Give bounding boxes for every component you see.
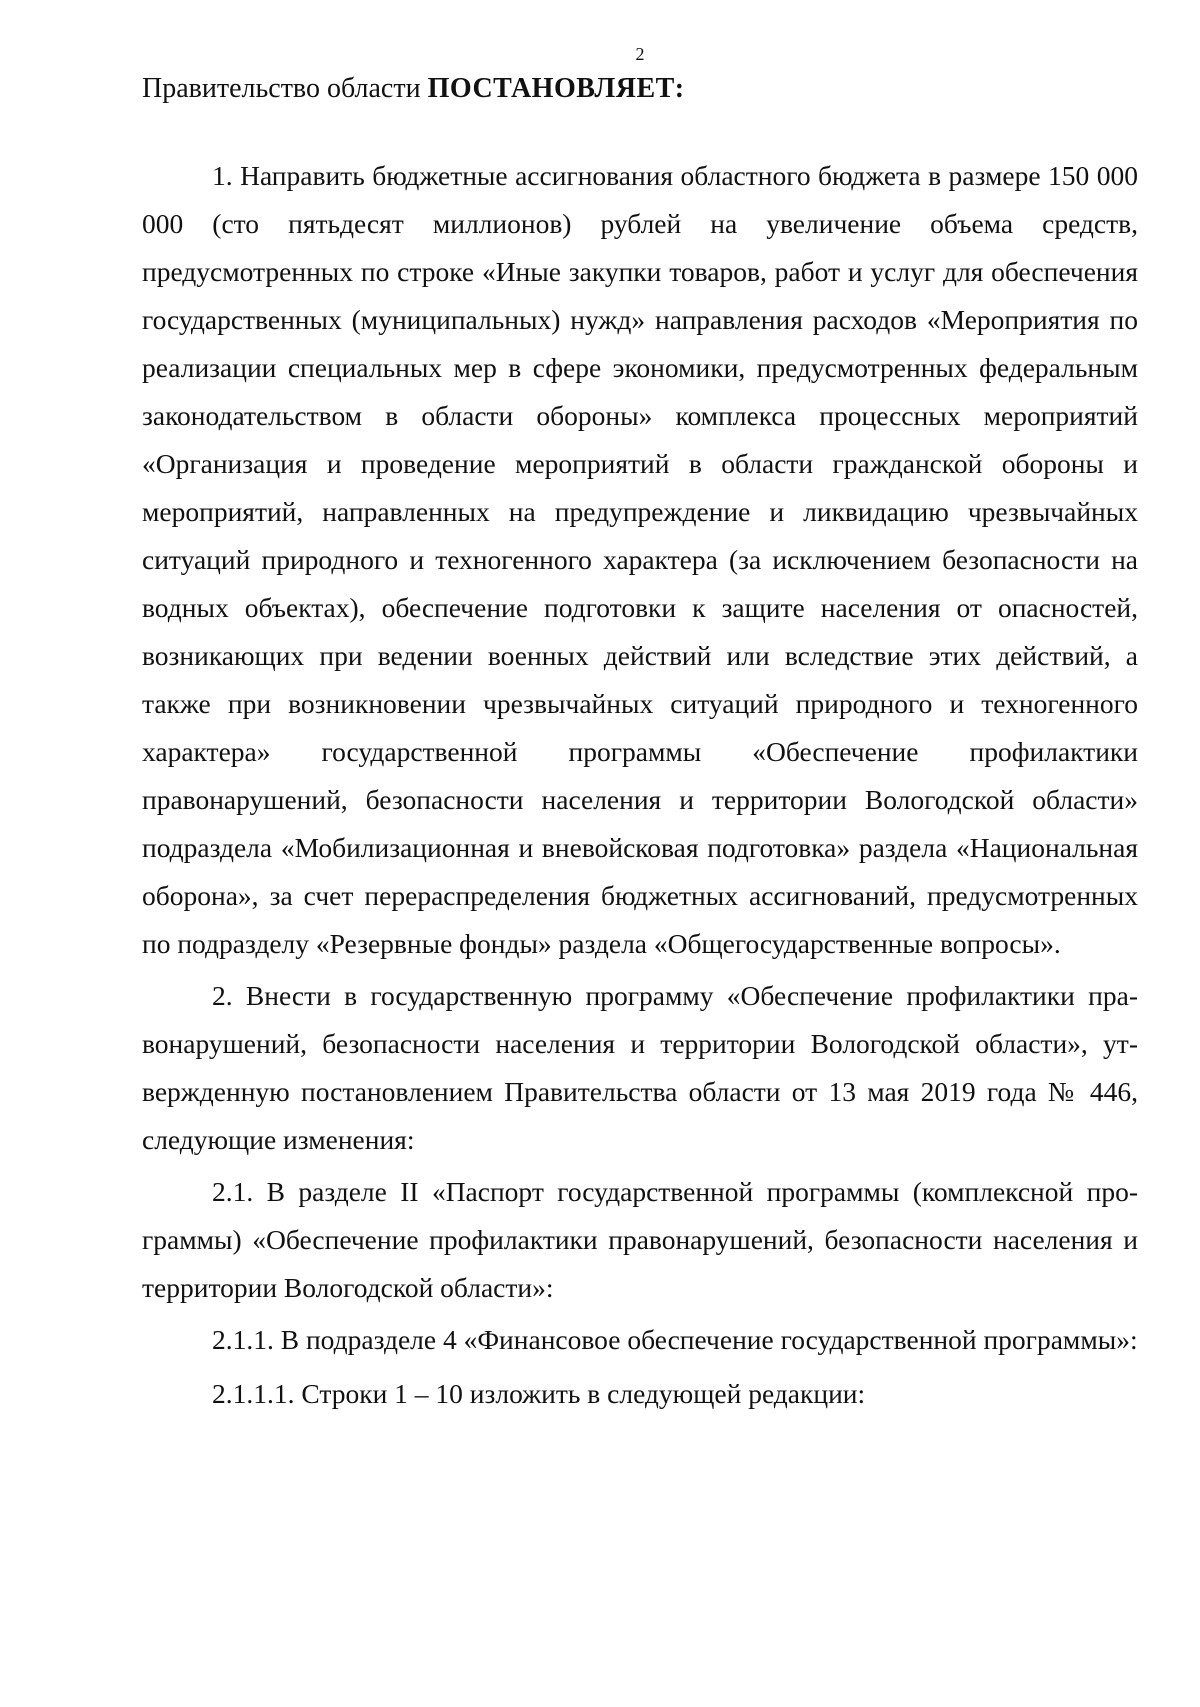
paragraph-2-1: 2.1. В разделе II «Паспорт государственной программы (комплексной программы) «Обеспечение профилактики правонарушений, безопасности населения и территории Вологодской области»: <box>142 1176 1138 1303</box>
page-number: 2 <box>635 44 645 64</box>
paragraph-2: 2. Внести в государственную программу «Обеспечение профилактики правонарушений, безопасности населения и территории Вологодской области», утвержденную постановлением Правительства области от 13 мая 2019 года № 446, следующие изменения: <box>142 980 1138 1155</box>
heading-decree-word: ПОСТАНОВЛЯЕТ: <box>427 73 685 104</box>
paragraph-2-1-1: 2.1.1. В подразделе 4 «Финансовое обеспечение государственной программы»: <box>212 1324 1138 1355</box>
paragraph-1: 1. Направить бюджетные ассигнования областного бюджета в размере 150 000 000 (сто пятьдесят миллионов) рублей на увеличение объема средств, предусмотренных по строке «Иные закупки товаров, работ и услуг для обеспечения государственных (муниципальных) нужд» направления расходов «Мероприятия по реализации специальных мер в сфере экономики, предусмотренных федеральным законодательством в области обороны» комплекса процессных мероприятий «Организация и проведение мероприятий в области гражданской обороны и мероприятий, направленных на предупреждение и ликвидацию чрезвычайных ситуаций природного и техногенного характера (за исключением безопасности на водных объектах), обеспечение подготовки к защите населения от опасностей, возникающих при ведении военных действий или вследствие этих действий, а также при возникновении чрезвычайных ситуаций природного и техногенного характера» государственной программы «Обеспечение профилактики правонарушений, безопасности населения и территории Вологодской области» подраздела «Мобилизационная и вневойсковая подготовка» раздела «Национальная оборона», за счет перераспределения бюджетных ассигнований, предусмотренных по подразделу «Резервные фонды» раздела «Общегосударственные вопросы». <box>142 160 1138 959</box>
decree-heading <box>142 70 685 108</box>
document-body <box>142 152 1138 1422</box>
heading-prefix: Правительство области <box>142 73 428 104</box>
paragraph-2-1-1-1: 2.1.1.1. Строки 1 – 10 изложить в следующей редакции: <box>212 1378 866 1409</box>
